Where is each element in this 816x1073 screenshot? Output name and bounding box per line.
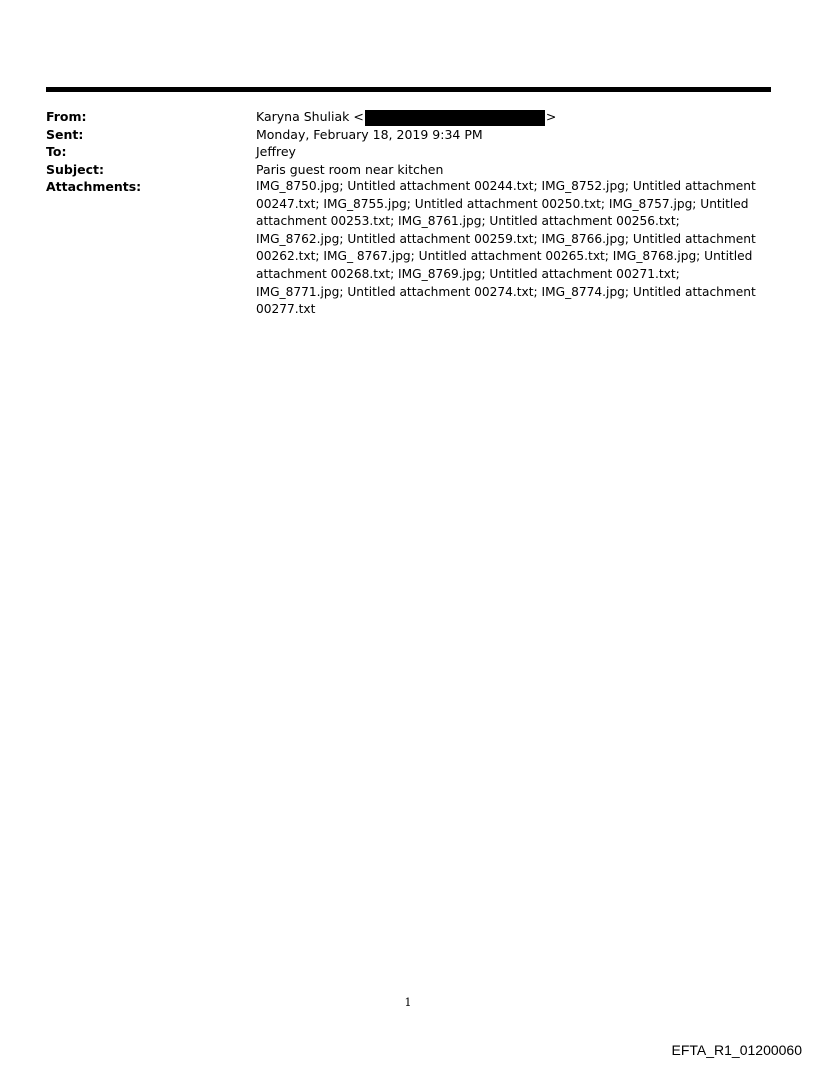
to-row: [46, 143, 771, 161]
document-id-stamp: EFTA_R1_01200060: [671, 1042, 802, 1058]
sent-value: Monday, February 18, 2019 9:34 PM: [256, 126, 483, 142]
sender-email-open-bracket: <: [353, 109, 364, 124]
from-label: From:: [46, 109, 87, 124]
subject-label: Subject:: [46, 161, 104, 177]
subject-value: Paris guest room near kitchen: [256, 161, 444, 177]
sender-email-close-bracket: >: [545, 109, 557, 124]
email-header: [46, 108, 771, 319]
header-divider-rule: [46, 87, 771, 92]
sent-row: [46, 126, 771, 144]
to-value: Jeffrey: [256, 144, 296, 159]
page-number: 1: [404, 996, 412, 1009]
sent-label: Sent:: [46, 126, 84, 142]
attachments-value: IMG_8750.jpg; Untitled attachment 00244.txt; IMG_8752.jpg; Untitled attachment 00247.txt; IMG_8755.jpg; Untitled attachment 00250.txt; IMG_8757.jpg; Untitled attachment 00253.txt; IMG_8761.jpg; Untitled attachment 00256.txt; IMG_8762.jpg; Untitled attachment 00259.txt; IMG_8766.jpg; Untitled attachment 00262.txt; IMG_ 8767.jpg; Untitled attachment 00265.txt; IMG_8768.jpg; Untitled attachment 00268.txt; IMG_8769.jpg; Untitled attachment 00271.txt; IMG_8771.jpg; Untitled attachment 00274.txt; IMG_8774.jpg; Untitled attachment 00277.txt: [256, 179, 760, 317]
redacted-email-address: [365, 110, 545, 126]
to-label: To:: [46, 144, 67, 159]
from-value: [256, 108, 771, 126]
sender-name: Karyna Shuliak: [256, 109, 350, 124]
attachments-row: [46, 178, 771, 319]
attachments-label: Attachments:: [46, 179, 142, 194]
from-row: [46, 108, 771, 126]
subject-row: [46, 161, 771, 179]
